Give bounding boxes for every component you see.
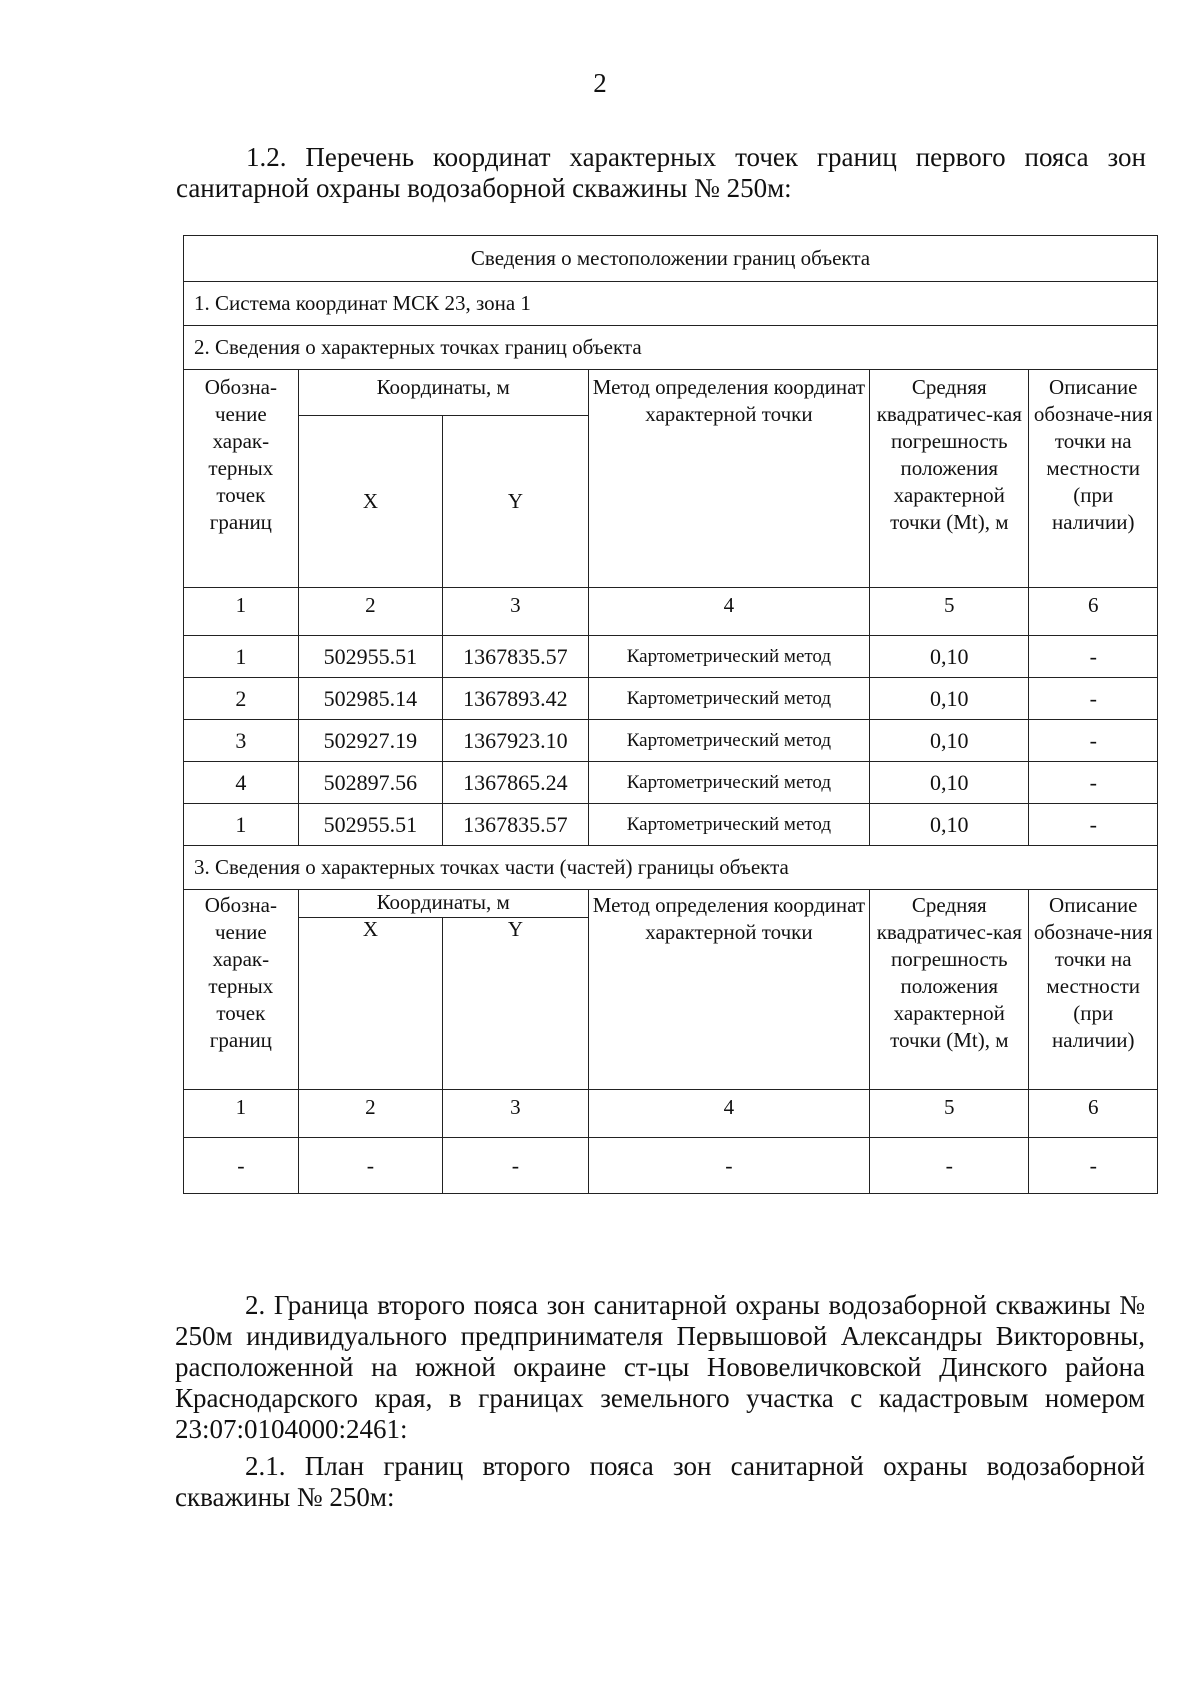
table-row: [184, 720, 1158, 762]
section-2-1-text: План границ второго пояса зон санитарной охраны водозаборной скважины № 250м:: [175, 1451, 1145, 1512]
point-number: 1: [184, 636, 299, 678]
header-designation: Обозна-чение харак-терных точек границ: [184, 890, 299, 1090]
x-coordinate: 502985.14: [298, 678, 442, 720]
method-cell: Картометрический метод: [588, 804, 869, 846]
part-cell: -: [588, 1138, 869, 1194]
x-coordinate: 502927.19: [298, 720, 442, 762]
error-value: 0,10: [870, 804, 1029, 846]
header-coordinates: Координаты, м: [298, 890, 588, 918]
description-cell: -: [1029, 762, 1158, 804]
description-cell: -: [1029, 678, 1158, 720]
table-row: [184, 762, 1158, 804]
y-coordinate: 1367835.57: [443, 636, 589, 678]
part-cell: -: [298, 1138, 442, 1194]
point-number: 2: [184, 678, 299, 720]
table-row: [184, 636, 1158, 678]
y-coordinate: 1367923.10: [443, 720, 589, 762]
header-error: Средняя квадратичес-кая погрешность положения характерной точки (Mt), м: [870, 890, 1029, 1090]
error-value: 0,10: [870, 720, 1029, 762]
header-x: X: [298, 918, 442, 1090]
x-coordinate: 502955.51: [298, 804, 442, 846]
page-number: 2: [593, 68, 607, 98]
intro-text: Перечень координат характерных точек границ первого пояса зон санитарной охраны водозаборной скважины № 250м:: [176, 142, 1146, 203]
x-coordinate: 502897.56: [298, 762, 442, 804]
y-coordinate: 1367865.24: [443, 762, 589, 804]
column-number: 6: [1029, 588, 1158, 636]
method-cell: Картометрический метод: [588, 678, 869, 720]
table-row: [184, 804, 1158, 846]
x-coordinate: 502955.51: [298, 636, 442, 678]
description-cell: -: [1029, 720, 1158, 762]
coordinates-table: [183, 235, 1158, 1194]
part-cell: -: [870, 1138, 1029, 1194]
section-2-1-paragraph: [175, 1451, 1145, 1513]
header-y: Y: [443, 416, 589, 588]
column-number: 5: [870, 1090, 1029, 1138]
y-coordinate: 1367893.42: [443, 678, 589, 720]
header-method: Метод определения координат характерной точки: [588, 370, 869, 588]
section-2-1-number: 2.1.: [245, 1451, 286, 1481]
header-description: Описание обозначе-ния точки на местности (при наличии): [1029, 890, 1158, 1090]
section-2-heading: 2. Сведения о характерных точках границ объекта: [184, 326, 1158, 370]
description-cell: -: [1029, 804, 1158, 846]
point-number: 3: [184, 720, 299, 762]
section-1-coordinate-system: 1. Система координат МСК 23, зона 1: [184, 282, 1158, 326]
column-number: 3: [443, 1090, 589, 1138]
header-y: Y: [443, 918, 589, 1090]
header-designation: Обозна-чение харак-терных точек границ: [184, 370, 299, 588]
intro-number: 1.2.: [246, 142, 287, 172]
column-number: 5: [870, 588, 1029, 636]
y-coordinate: 1367835.57: [443, 804, 589, 846]
part-cell: -: [443, 1138, 589, 1194]
header-method: Метод определения координат характерной точки: [588, 890, 869, 1090]
table-title: Сведения о местоположении границ объекта: [184, 236, 1158, 282]
part-cell: -: [1029, 1138, 1158, 1194]
section-2-text: Граница второго пояса зон санитарной охраны водозаборной скважины № 250м индивидуального предпринимателя Первышовой Александры Викторовны, расположенной на южной окраине ст-цы Нововеличковской Динского района Краснодарского края, в границах земельного участка с кадастровым номером 23:07:0104000:2461:: [175, 1290, 1146, 1444]
section-2-paragraph: [175, 1290, 1145, 1445]
section-3-heading: 3. Сведения о характерных точках части (частей) границы объекта: [184, 846, 1158, 890]
header-x: X: [298, 416, 442, 588]
point-number: 1: [184, 804, 299, 846]
error-value: 0,10: [870, 678, 1029, 720]
section-2-number: 2.: [245, 1290, 266, 1320]
part-cell: -: [184, 1138, 299, 1194]
column-number: 2: [298, 588, 442, 636]
column-number: 2: [298, 1090, 442, 1138]
column-number: 3: [443, 588, 589, 636]
column-number: 1: [184, 1090, 299, 1138]
point-number: 4: [184, 762, 299, 804]
table-row: [184, 1138, 1158, 1194]
header-error: Средняя квадратичес-кая погрешность положения характерной точки (Mt), м: [870, 370, 1029, 588]
header-description: Описание обозначе-ния точки на местности (при наличии): [1029, 370, 1158, 588]
method-cell: Картометрический метод: [588, 762, 869, 804]
column-number: 4: [588, 1090, 869, 1138]
intro-paragraph: [176, 142, 1146, 204]
column-number: 6: [1029, 1090, 1158, 1138]
error-value: 0,10: [870, 636, 1029, 678]
column-number: 4: [588, 588, 869, 636]
table-row: [184, 678, 1158, 720]
column-number: 1: [184, 588, 299, 636]
header-coordinates: Координаты, м: [298, 370, 588, 416]
error-value: 0,10: [870, 762, 1029, 804]
method-cell: Картометрический метод: [588, 720, 869, 762]
description-cell: -: [1029, 636, 1158, 678]
method-cell: Картометрический метод: [588, 636, 869, 678]
